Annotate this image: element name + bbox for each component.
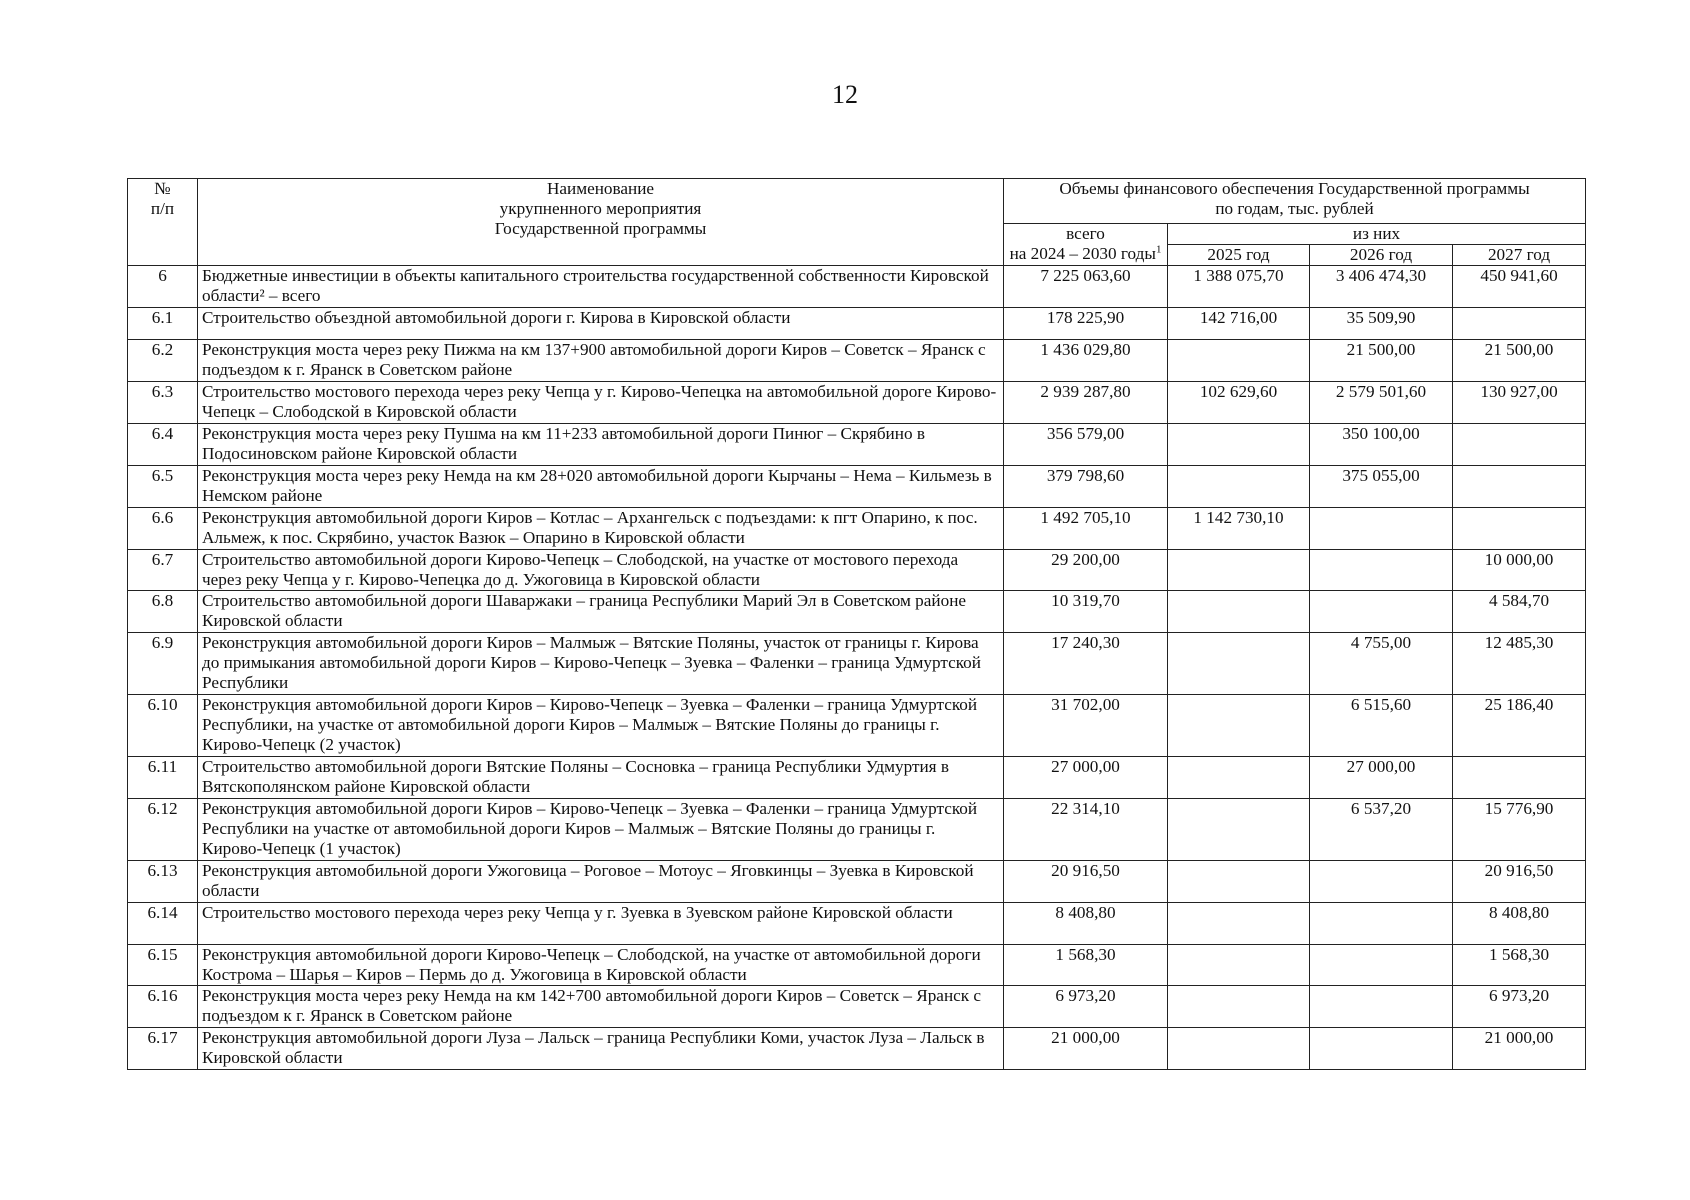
- row-2025: 1 388 075,70: [1168, 266, 1310, 308]
- header-year-2025: 2025 год: [1168, 245, 1310, 266]
- header-volume-line2: по годам, тыс. рублей: [1215, 199, 1374, 218]
- row-2026: 375 055,00: [1310, 466, 1453, 508]
- row-2025: [1168, 903, 1310, 945]
- row-total: 6 973,20: [1004, 986, 1168, 1028]
- row-2026: 6 537,20: [1310, 799, 1453, 861]
- row-2027: [1453, 757, 1586, 799]
- header-name: [198, 179, 1004, 266]
- row-name: Строительство мостового перехода через реку Чепца у г. Кирово-Чепецка на автомобильной дороге Кирово-Чепецк – Слободской в Кировской области: [198, 382, 1004, 424]
- row-total: 2 939 287,80: [1004, 382, 1168, 424]
- row-total: 31 702,00: [1004, 695, 1168, 757]
- row-number: 6.12: [128, 799, 198, 861]
- row-name: Реконструкция моста через реку Пижма на км 137+900 автомобильной дороги Киров – Советск – Яранск с подъездом к г. Яранск в Советском районе: [198, 340, 1004, 382]
- row-2027: 20 916,50: [1453, 861, 1586, 903]
- row-2026: [1310, 986, 1453, 1028]
- row-name: Строительство автомобильной дороги Кирово-Чепецк – Слободской, на участке от мостового перехода через реку Чепца у г. Кирово-Чепецка до д. Ужоговица в Кировской области: [198, 550, 1004, 591]
- row-name: Реконструкция автомобильной дороги Киров – Кирово-Чепецк – Зуевка – Фаленки – граница Удмуртской Республики, на участке от автомобильной дороги Киров – Малмыж – Вятские Поляны до границы г. Кирово-Чепецк (2 участок): [198, 695, 1004, 757]
- table-row: [128, 861, 1586, 903]
- row-2027: [1453, 308, 1586, 340]
- header-year-2026: 2026 год: [1310, 245, 1453, 266]
- financing-table: [127, 178, 1586, 1070]
- table-row: [128, 799, 1586, 861]
- table-header: [128, 179, 1586, 266]
- row-2026: 2 579 501,60: [1310, 382, 1453, 424]
- row-2027: 15 776,90: [1453, 799, 1586, 861]
- row-number: 6.6: [128, 508, 198, 550]
- row-2025: [1168, 550, 1310, 591]
- row-2026: [1310, 1028, 1453, 1070]
- header-total-line2: на 2024 – 2030 годы$^1$: [1009, 243, 1162, 263]
- row-2027: 130 927,00: [1453, 382, 1586, 424]
- row-name: Реконструкция автомобильной дороги Киров – Малмыж – Вятские Поляны, участок от границы г. Кирова до примыкания автомобильной дороги Киров – Кирово-Чепецк – Зуевка – Фаленки – граница Удмуртской Республики: [198, 633, 1004, 695]
- header-total: [1004, 224, 1168, 266]
- row-number: 6.13: [128, 861, 198, 903]
- header-year-2027: 2027 год: [1453, 245, 1586, 266]
- row-2027: [1453, 424, 1586, 466]
- row-2025: [1168, 695, 1310, 757]
- header-name-line3: Государственной программы: [494, 219, 707, 238]
- table-row: [128, 508, 1586, 550]
- row-number: 6.3: [128, 382, 198, 424]
- row-total: 1 492 705,10: [1004, 508, 1168, 550]
- row-number: 6.17: [128, 1028, 198, 1070]
- row-number: 6.7: [128, 550, 198, 591]
- header-name-line1: Наименование: [546, 179, 655, 198]
- table-row: [128, 340, 1586, 382]
- row-2027: 12 485,30: [1453, 633, 1586, 695]
- row-2026: [1310, 591, 1453, 633]
- row-2026: 3 406 474,30: [1310, 266, 1453, 308]
- row-name: Строительство мостового перехода через реку Чепца у г. Зуевка в Зуевском районе Кировской области: [198, 903, 1004, 945]
- table-row: [128, 757, 1586, 799]
- row-2027: [1453, 466, 1586, 508]
- row-total: 10 319,70: [1004, 591, 1168, 633]
- row-2027: 1 568,30: [1453, 945, 1586, 986]
- row-number: 6.1: [128, 308, 198, 340]
- row-name: Реконструкция моста через реку Немда на км 28+020 автомобильной дороги Кырчаны – Нема – Кильмезь в Немском районе: [198, 466, 1004, 508]
- row-2027: [1453, 508, 1586, 550]
- row-2027: 450 941,60: [1453, 266, 1586, 308]
- row-number: 6: [128, 266, 198, 308]
- row-name: Строительство автомобильной дороги Шаваржаки – граница Республики Марий Эл в Советском районе Кировской области: [198, 591, 1004, 633]
- row-2027: 21 500,00: [1453, 340, 1586, 382]
- row-2025: [1168, 945, 1310, 986]
- row-2027: 25 186,40: [1453, 695, 1586, 757]
- row-2025: [1168, 340, 1310, 382]
- row-name: Реконструкция моста через реку Пушма на км 11+233 автомобильной дороги Пинюг – Скрябино в Подосиновском районе Кировской области: [198, 424, 1004, 466]
- row-2027: 21 000,00: [1453, 1028, 1586, 1070]
- row-2025: [1168, 861, 1310, 903]
- header-total-footnote: 1: [1155, 243, 1162, 256]
- row-2025: [1168, 633, 1310, 695]
- row-name: Реконструкция автомобильной дороги Киров – Котлас – Архангельск с подъездами: к пгт Опарино, к пос. Альмеж, к пос. Скрябино, участок Вазюк – Опарино в Кировской области: [198, 508, 1004, 550]
- row-2025: [1168, 1028, 1310, 1070]
- table-body: [128, 266, 1586, 1070]
- row-2026: 27 000,00: [1310, 757, 1453, 799]
- row-number: 6.16: [128, 986, 198, 1028]
- header-number: [128, 179, 198, 266]
- row-number: 6.2: [128, 340, 198, 382]
- header-name-line2: укрупненного мероприятия: [499, 199, 702, 218]
- table-row: [128, 945, 1586, 986]
- row-2026: 6 515,60: [1310, 695, 1453, 757]
- row-total: 27 000,00: [1004, 757, 1168, 799]
- row-total: 1 436 029,80: [1004, 340, 1168, 382]
- row-2025: 1 142 730,10: [1168, 508, 1310, 550]
- table-row: [128, 903, 1586, 945]
- row-total: 20 916,50: [1004, 861, 1168, 903]
- table-row: [128, 633, 1586, 695]
- row-2026: [1310, 550, 1453, 591]
- row-total: 29 200,00: [1004, 550, 1168, 591]
- row-name: Реконструкция моста через реку Немда на км 142+700 автомобильной дороги Киров – Советск – Яранск с подъездом к г. Яранск в Советском районе: [198, 986, 1004, 1028]
- row-name: Реконструкция автомобильной дороги Кирово-Чепецк – Слободской, на участке от автомобильной дороги Кострома – Шарья – Киров – Пермь до д. Ужоговица в Кировской области: [198, 945, 1004, 986]
- table-row: [128, 382, 1586, 424]
- row-2026: 21 500,00: [1310, 340, 1453, 382]
- row-2026: [1310, 861, 1453, 903]
- row-total: 17 240,30: [1004, 633, 1168, 695]
- row-total: 8 408,80: [1004, 903, 1168, 945]
- row-2026: 35 509,90: [1310, 308, 1453, 340]
- row-name: Реконструкция автомобильной дороги Ужоговица – Роговое – Мотоус – Яговкинцы – Зуевка в Кировской области: [198, 861, 1004, 903]
- row-2025: 142 716,00: [1168, 308, 1310, 340]
- row-2025: [1168, 466, 1310, 508]
- row-2025: [1168, 424, 1310, 466]
- row-2025: [1168, 986, 1310, 1028]
- row-number: 6.4: [128, 424, 198, 466]
- table-row: [128, 591, 1586, 633]
- page-number: 12: [832, 80, 858, 109]
- row-name: Строительство объездной автомобильной дороги г. Кирова в Кировской области: [198, 308, 1004, 340]
- row-2025: 102 629,60: [1168, 382, 1310, 424]
- table-row: [128, 550, 1586, 591]
- row-2025: [1168, 799, 1310, 861]
- row-number: 6.9: [128, 633, 198, 695]
- row-number: 6.10: [128, 695, 198, 757]
- table-row: [128, 1028, 1586, 1070]
- row-total: 178 225,90: [1004, 308, 1168, 340]
- table-row: [128, 266, 1586, 308]
- row-name: Строительство автомобильной дороги Вятские Поляны – Сосновка – граница Республики Удмуртия в Вятскополянском районе Кировской области: [198, 757, 1004, 799]
- row-number: 6.11: [128, 757, 198, 799]
- table-row: [128, 986, 1586, 1028]
- header-volume-line1: Объемы финансового обеспечения Государственной программы: [1059, 179, 1530, 198]
- row-total: 356 579,00: [1004, 424, 1168, 466]
- row-2026: [1310, 945, 1453, 986]
- row-name: Бюджетные инвестиции в объекты капитального строительства государственной собственности Кировской области² – всего: [198, 266, 1004, 308]
- row-number: 6.8: [128, 591, 198, 633]
- row-2026: 4 755,00: [1310, 633, 1453, 695]
- table-row: [128, 308, 1586, 340]
- row-2025: [1168, 757, 1310, 799]
- table-row: [128, 695, 1586, 757]
- table-row: [128, 466, 1586, 508]
- row-2026: [1310, 508, 1453, 550]
- row-2026: 350 100,00: [1310, 424, 1453, 466]
- row-total: 1 568,30: [1004, 945, 1168, 986]
- header-total-line1: всего: [1066, 224, 1105, 243]
- row-number: 6.5: [128, 466, 198, 508]
- row-2026: [1310, 903, 1453, 945]
- row-2025: [1168, 591, 1310, 633]
- table-row: [128, 424, 1586, 466]
- header-number-line2: п/п: [150, 199, 175, 218]
- row-number: 6.15: [128, 945, 198, 986]
- row-total: 22 314,10: [1004, 799, 1168, 861]
- row-2027: 6 973,20: [1453, 986, 1586, 1028]
- row-total: 7 225 063,60: [1004, 266, 1168, 308]
- header-number-line1: №: [154, 179, 171, 198]
- header-of-them: из них: [1168, 224, 1586, 245]
- row-name: Реконструкция автомобильной дороги Киров – Кирово-Чепецк – Зуевка – Фаленки – граница Удмуртской Республики на участке от автомобильной дороги Киров – Малмыж – Вятские Поляны до границы г. Кирово-Чепецк (1 участок): [198, 799, 1004, 861]
- row-2027: 4 584,70: [1453, 591, 1586, 633]
- row-name: Реконструкция автомобильной дороги Луза – Лальск – граница Республики Коми, участок Луза – Лальск в Кировской области: [198, 1028, 1004, 1070]
- row-total: 379 798,60: [1004, 466, 1168, 508]
- row-2027: 10 000,00: [1453, 550, 1586, 591]
- header-volume: [1004, 179, 1586, 224]
- row-2027: 8 408,80: [1453, 903, 1586, 945]
- row-total: 21 000,00: [1004, 1028, 1168, 1070]
- row-number: 6.14: [128, 903, 198, 945]
